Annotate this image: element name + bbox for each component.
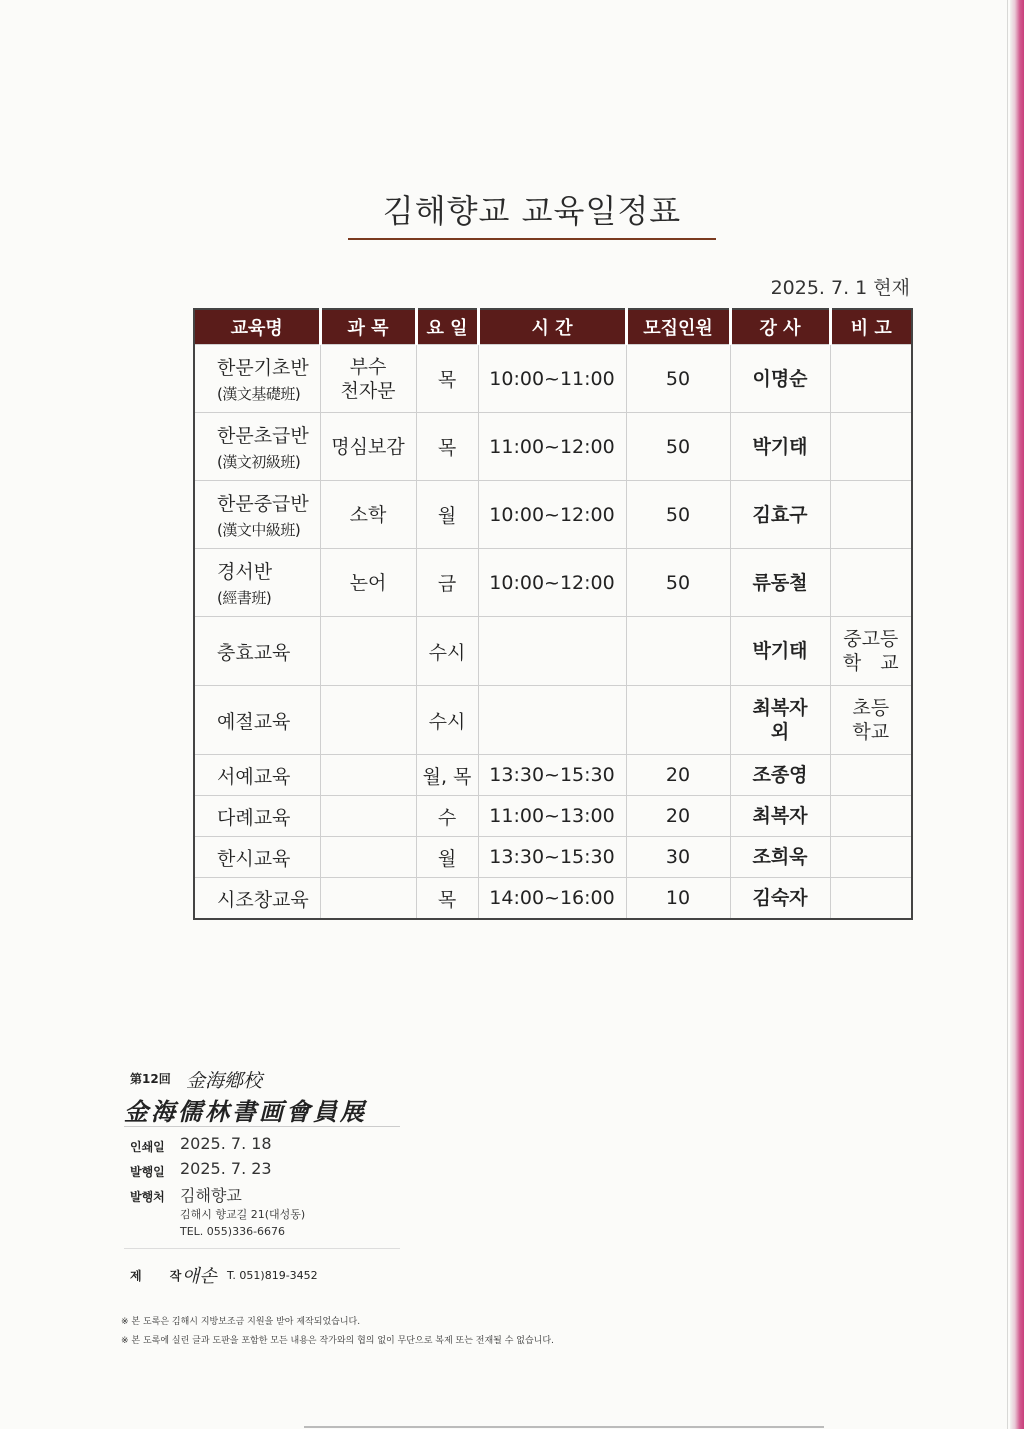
cell-teacher: 최복자 [730, 796, 830, 837]
cell-capacity: 10 [626, 878, 730, 920]
page-title: 김해향교 교육일정표 [382, 192, 682, 230]
course-name: 다례교육 [217, 806, 291, 829]
table-row [194, 413, 912, 481]
cell-subject [320, 686, 416, 755]
footnote-1: ※ 본 도록은 김해시 지방보조금 지원을 받아 제작되었습니다. [121, 1317, 361, 1327]
cell-capacity: 50 [626, 413, 730, 481]
footnote-2: ※ 본 도록에 실린 글과 도판을 포함한 모든 내용은 작가와의 협의 없이 무단으로 복제 또는 전재될 수 없습니다. [121, 1336, 554, 1346]
issue-date: 2025. 7. 23 [180, 1159, 272, 1178]
cell-time [478, 617, 626, 686]
cell-note [830, 413, 912, 481]
header-note: 비 고 [830, 309, 912, 345]
cell-teacher: 김숙자 [730, 878, 830, 920]
table-row [194, 549, 912, 617]
table-row [194, 345, 912, 413]
course-name: 충효교육 [217, 641, 291, 664]
cell-subject: 소학 [320, 481, 416, 549]
cell-capacity [626, 686, 730, 755]
cell-time: 13:30~15:30 [478, 755, 626, 796]
header-teacher: 강 사 [730, 309, 830, 345]
cell-subject [320, 755, 416, 796]
as-of-date: 2025. 7. 1 현재 [770, 277, 910, 299]
cell-day: 수시 [416, 617, 478, 686]
publisher-tel: TEL. 055)336-6676 [180, 1225, 286, 1238]
cell-day: 금 [416, 549, 478, 617]
cell-day: 목 [416, 345, 478, 413]
cell-note [830, 755, 912, 796]
cell-note [830, 878, 912, 920]
calligraphy-school-name: 金海鄕校 [186, 1070, 263, 1092]
cell-subject [320, 837, 416, 878]
cell-capacity [626, 617, 730, 686]
cell-day: 수 [416, 796, 478, 837]
cell-course [194, 345, 320, 413]
cell-time [478, 686, 626, 755]
cell-day: 수시 [416, 686, 478, 755]
page-edge-shadow [1010, 0, 1024, 1429]
course-name: 한문중급반 [217, 493, 309, 515]
cell-time: 10:00~11:00 [478, 345, 626, 413]
cell-course [194, 878, 320, 920]
cell-course [194, 796, 320, 837]
cell-subject [320, 878, 416, 920]
cell-course [194, 549, 320, 617]
title-underline [348, 238, 716, 240]
cell-subject: 논어 [320, 549, 416, 617]
cell-teacher: 류동철 [730, 549, 830, 617]
cell-capacity: 50 [626, 549, 730, 617]
cell-note [830, 481, 912, 549]
cell-day: 월 [416, 837, 478, 878]
cell-note [830, 345, 912, 413]
table-header-row [194, 309, 912, 345]
course-name-hanja: (漢文基礎班) [217, 385, 301, 403]
cell-note [830, 549, 912, 617]
cell-capacity: 30 [626, 837, 730, 878]
cell-note [830, 837, 912, 878]
issue-date-label: 발행일 [130, 1165, 165, 1179]
cell-course [194, 686, 320, 755]
cell-teacher: 조종영 [730, 755, 830, 796]
course-name-hanja: (漢文中級班) [217, 521, 301, 539]
print-date: 2025. 7. 18 [180, 1134, 272, 1153]
cell-note [830, 796, 912, 837]
cell-course [194, 481, 320, 549]
cell-teacher: 이명순 [730, 345, 830, 413]
course-name: 예절교육 [217, 710, 291, 733]
course-name: 서예교육 [217, 765, 291, 788]
cell-day: 월 [416, 481, 478, 549]
header-subject: 과 목 [320, 309, 416, 345]
cell-note: 중고등 학 교 [830, 617, 912, 686]
production-tel: T. 051)819-3452 [227, 1269, 318, 1282]
cell-subject [320, 617, 416, 686]
cell-time: 13:30~15:30 [478, 837, 626, 878]
table-row [194, 878, 912, 920]
course-name-hanja: (經書班) [217, 589, 272, 607]
cell-note: 초등 학교 [830, 686, 912, 755]
cell-capacity: 50 [626, 481, 730, 549]
course-name: 경서반 [217, 561, 273, 583]
cell-capacity: 20 [626, 796, 730, 837]
publisher-address: 김해시 향교길 21(대성동) [180, 1208, 306, 1221]
cell-teacher: 최복자 외 [730, 686, 830, 755]
cell-teacher: 조희욱 [730, 837, 830, 878]
table-row [194, 617, 912, 686]
header-capacity: 모집인원 [626, 309, 730, 345]
table-row [194, 837, 912, 878]
cell-course [194, 617, 320, 686]
cell-teacher: 박기태 [730, 413, 830, 481]
course-name-hanja: (漢文初級班) [217, 453, 301, 471]
colophon-divider-2 [124, 1248, 400, 1249]
edition-label: 第12回 [130, 1072, 171, 1086]
cell-course [194, 755, 320, 796]
course-name: 한문초급반 [217, 425, 309, 447]
cell-capacity: 20 [626, 755, 730, 796]
course-name: 한시교육 [217, 847, 291, 870]
cell-day: 월, 목 [416, 755, 478, 796]
header-day: 요 일 [416, 309, 478, 345]
cell-time: 11:00~12:00 [478, 413, 626, 481]
header-time: 시 간 [478, 309, 626, 345]
cell-day: 목 [416, 878, 478, 920]
production-logo: 애손 [182, 1266, 217, 1287]
cell-course [194, 413, 320, 481]
footnotes [121, 1313, 554, 1351]
schedule-table [193, 308, 913, 920]
cell-day: 목 [416, 413, 478, 481]
cell-time: 10:00~12:00 [478, 549, 626, 617]
table-row [194, 481, 912, 549]
production-label: 제 작 [130, 1269, 194, 1283]
cell-subject [320, 796, 416, 837]
course-name: 시조창교육 [217, 888, 309, 911]
table-row [194, 796, 912, 837]
colophon-divider [124, 1126, 400, 1127]
table-row [194, 686, 912, 755]
course-name: 한문기초반 [217, 357, 309, 379]
cell-time: 11:00~13:00 [478, 796, 626, 837]
page-edge-line [1007, 0, 1008, 1429]
cell-capacity: 50 [626, 345, 730, 413]
header-course: 교육명 [194, 309, 320, 345]
publisher-label: 발행처 [130, 1190, 165, 1204]
cell-subject: 부수 천자문 [320, 345, 416, 413]
cell-teacher: 김효구 [730, 481, 830, 549]
table-row [194, 755, 912, 796]
cell-time: 14:00~16:00 [478, 878, 626, 920]
cell-subject: 명심보감 [320, 413, 416, 481]
print-date-label: 인쇄일 [130, 1140, 165, 1154]
cell-teacher: 박기태 [730, 617, 830, 686]
page-bottom-line [304, 1426, 824, 1428]
cell-course [194, 837, 320, 878]
cell-time: 10:00~12:00 [478, 481, 626, 549]
publisher-name: 김해향교 [180, 1186, 242, 1205]
calligraphy-exhibition-title: 金海儒林書画會員展 [124, 1097, 367, 1126]
